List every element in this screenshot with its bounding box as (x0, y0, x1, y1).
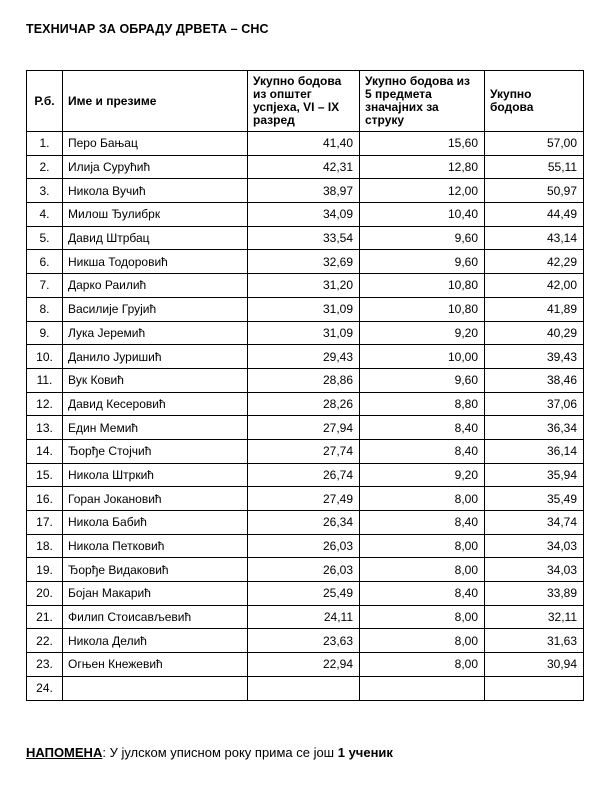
student-name: Данило Јуришић (63, 345, 248, 369)
table-header-row (27, 71, 584, 132)
general-points: 28,26 (248, 392, 360, 416)
page-title: ТЕХНИЧАР ЗА ОБРАДУ ДРВЕТА – СНС (26, 22, 269, 36)
total-points: 32,11 (485, 605, 584, 629)
row-number: 9. (27, 321, 63, 345)
general-points: 24,11 (248, 605, 360, 629)
student-name: Никола Петковић (63, 534, 248, 558)
table-row (27, 297, 584, 321)
table-row (27, 558, 584, 582)
student-name: Никола Вучић (63, 179, 248, 203)
general-points: 25,49 (248, 582, 360, 606)
header-subject-points: Укупно бодова из 5 предмета значајних за струку (360, 71, 485, 132)
results-table (26, 70, 584, 701)
subject-points: 10,80 (360, 274, 485, 298)
row-number: 22. (27, 629, 63, 653)
note-colon: : (102, 745, 106, 760)
row-number: 24. (27, 676, 63, 700)
subject-points: 8,40 (360, 439, 485, 463)
row-number: 23. (27, 653, 63, 677)
header-rb: Р.б. (27, 71, 63, 132)
student-name (63, 676, 248, 700)
row-number: 6. (27, 250, 63, 274)
student-name: Никола Делић (63, 629, 248, 653)
student-name: Дарко Раилић (63, 274, 248, 298)
table-row (27, 226, 584, 250)
row-number: 12. (27, 392, 63, 416)
total-points: 30,94 (485, 653, 584, 677)
total-points: 34,03 (485, 558, 584, 582)
general-points: 31,09 (248, 321, 360, 345)
total-points: 36,14 (485, 439, 584, 463)
general-points: 29,43 (248, 345, 360, 369)
subject-points: 8,40 (360, 416, 485, 440)
row-number: 19. (27, 558, 63, 582)
total-points: 38,46 (485, 368, 584, 392)
total-points: 35,94 (485, 463, 584, 487)
general-points: 22,94 (248, 653, 360, 677)
general-points: 34,09 (248, 203, 360, 227)
subject-points: 9,60 (360, 250, 485, 274)
table-row (27, 511, 584, 535)
total-points: 35,49 (485, 487, 584, 511)
student-name: Илија Сурућић (63, 155, 248, 179)
note-label: НАПОМЕНА (26, 745, 103, 760)
total-points: 41,89 (485, 297, 584, 321)
total-points: 39,43 (485, 345, 584, 369)
student-name: Перо Бањац (63, 132, 248, 156)
subject-points: 8,80 (360, 392, 485, 416)
total-points: 31,63 (485, 629, 584, 653)
total-points: 42,00 (485, 274, 584, 298)
note (26, 745, 393, 760)
subject-points: 12,00 (360, 179, 485, 203)
total-points: 42,29 (485, 250, 584, 274)
total-points: 34,03 (485, 534, 584, 558)
general-points: 38,97 (248, 179, 360, 203)
table-row (27, 487, 584, 511)
row-number: 1. (27, 132, 63, 156)
subject-points: 9,20 (360, 321, 485, 345)
row-number: 7. (27, 274, 63, 298)
table-row (27, 274, 584, 298)
subject-points: 10,40 (360, 203, 485, 227)
total-points: 43,14 (485, 226, 584, 250)
header-name: Име и презиме (63, 71, 248, 132)
general-points: 33,54 (248, 226, 360, 250)
student-name: Никола Штркић (63, 463, 248, 487)
table-row (27, 392, 584, 416)
student-name: Василије Грујић (63, 297, 248, 321)
general-points: 31,20 (248, 274, 360, 298)
total-points: 37,06 (485, 392, 584, 416)
total-points: 34,74 (485, 511, 584, 535)
subject-points: 8,00 (360, 653, 485, 677)
student-name: Бојан Макарић (63, 582, 248, 606)
row-number: 4. (27, 203, 63, 227)
total-points: 40,29 (485, 321, 584, 345)
subject-points: 8,00 (360, 629, 485, 653)
table-row (27, 534, 584, 558)
header-total-points: Укупно бодова (485, 71, 584, 132)
student-name: Милош Ђулибрк (63, 203, 248, 227)
total-points (485, 676, 584, 700)
row-number: 10. (27, 345, 63, 369)
table-row (27, 416, 584, 440)
student-name: Лука Јеремић (63, 321, 248, 345)
student-name: Ђорђе Видаковић (63, 558, 248, 582)
subject-points: 9,60 (360, 226, 485, 250)
table-row (27, 179, 584, 203)
total-points: 44,49 (485, 203, 584, 227)
table-row (27, 463, 584, 487)
general-points: 27,94 (248, 416, 360, 440)
student-name: Давид Штрбац (63, 226, 248, 250)
student-name: Огњен Кнежевић (63, 653, 248, 677)
student-name: Давид Кесеровић (63, 392, 248, 416)
table-row (27, 203, 584, 227)
table-row (27, 132, 584, 156)
row-number: 2. (27, 155, 63, 179)
general-points (248, 676, 360, 700)
general-points: 26,74 (248, 463, 360, 487)
total-points: 36,34 (485, 416, 584, 440)
table-row (27, 439, 584, 463)
student-name: Един Мемић (63, 416, 248, 440)
total-points: 33,89 (485, 582, 584, 606)
general-points: 28,86 (248, 368, 360, 392)
general-points: 26,03 (248, 534, 360, 558)
row-number: 14. (27, 439, 63, 463)
row-number: 5. (27, 226, 63, 250)
table-row (27, 582, 584, 606)
total-points: 50,97 (485, 179, 584, 203)
row-number: 20. (27, 582, 63, 606)
row-number: 16. (27, 487, 63, 511)
subject-points: 8,00 (360, 534, 485, 558)
row-number: 8. (27, 297, 63, 321)
subject-points: 9,60 (360, 368, 485, 392)
table-row (27, 629, 584, 653)
table-row (27, 345, 584, 369)
row-number: 17. (27, 511, 63, 535)
row-number: 3. (27, 179, 63, 203)
table-row (27, 155, 584, 179)
student-name: Филип Стоисављевић (63, 605, 248, 629)
student-name: Никша Тодоровић (63, 250, 248, 274)
subject-points: 9,20 (360, 463, 485, 487)
general-points: 27,49 (248, 487, 360, 511)
subject-points: 10,80 (360, 297, 485, 321)
row-number: 18. (27, 534, 63, 558)
total-points: 57,00 (485, 132, 584, 156)
subject-points: 8,00 (360, 487, 485, 511)
table-row (27, 605, 584, 629)
subject-points: 8,00 (360, 558, 485, 582)
subject-points: 15,60 (360, 132, 485, 156)
note-text: У јулском уписном року прима се још (105, 745, 338, 760)
subject-points: 10,00 (360, 345, 485, 369)
subject-points (360, 676, 485, 700)
subject-points: 8,40 (360, 582, 485, 606)
general-points: 31,09 (248, 297, 360, 321)
row-number: 13. (27, 416, 63, 440)
general-points: 41,40 (248, 132, 360, 156)
table-row (27, 368, 584, 392)
general-points: 27,74 (248, 439, 360, 463)
table-row (27, 676, 584, 700)
subject-points: 8,00 (360, 605, 485, 629)
row-number: 11. (27, 368, 63, 392)
note-emphasis: 1 ученик (337, 745, 393, 760)
student-name: Никола Бабић (63, 511, 248, 535)
general-points: 23,63 (248, 629, 360, 653)
row-number: 21. (27, 605, 63, 629)
subject-points: 8,40 (360, 511, 485, 535)
table-row (27, 653, 584, 677)
student-name: Ђорђе Стојчић (63, 439, 248, 463)
total-points: 55,11 (485, 155, 584, 179)
table-row (27, 250, 584, 274)
general-points: 32,69 (248, 250, 360, 274)
student-name: Вук Ковић (63, 368, 248, 392)
row-number: 15. (27, 463, 63, 487)
table-row (27, 321, 584, 345)
general-points: 26,03 (248, 558, 360, 582)
general-points: 42,31 (248, 155, 360, 179)
student-name: Горан Јокановић (63, 487, 248, 511)
subject-points: 12,80 (360, 155, 485, 179)
general-points: 26,34 (248, 511, 360, 535)
header-general-points: Укупно бодова из општег успјеха, VI – IX разред (248, 71, 360, 132)
